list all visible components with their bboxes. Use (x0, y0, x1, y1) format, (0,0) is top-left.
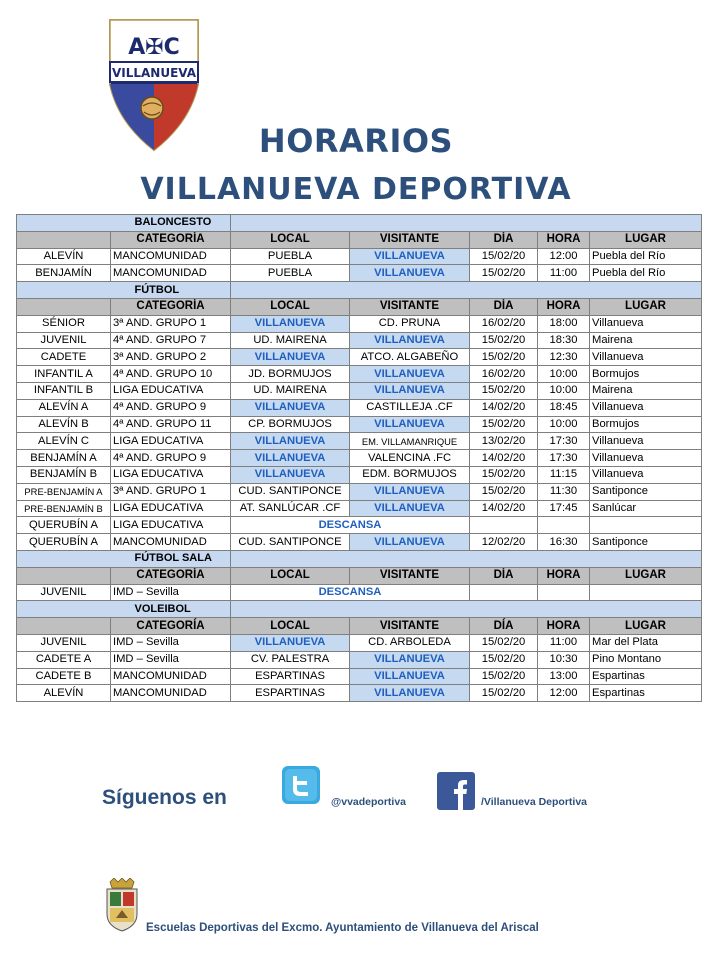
day-cell: 15/02/20 (470, 416, 538, 433)
local-cell: CUD. SANTIPONCE (231, 534, 350, 551)
place-cell: Mairena (590, 332, 702, 349)
visitor-cell: VILLANUEVA (350, 651, 470, 668)
team-cell: BENJAMÍN B (17, 466, 111, 483)
visitor-cell: CD. PRUNA (350, 315, 470, 332)
category-cell: MANCOMUNIDAD (111, 265, 231, 282)
visitor-cell: VILLANUEVA (350, 416, 470, 433)
header-spacer (17, 231, 111, 248)
header-spacer (17, 567, 111, 584)
column-header: VISITANTE (350, 618, 470, 635)
day-cell: 15/02/20 (470, 349, 538, 366)
team-cell: ALEVÍN A (17, 399, 111, 416)
visitor-cell: VILLANUEVA (350, 248, 470, 265)
day-cell: 15/02/20 (470, 668, 538, 685)
category-cell: 4ª AND. GRUPO 11 (111, 416, 231, 433)
category-cell: LIGA EDUCATIVA (111, 382, 231, 399)
place-cell (590, 584, 702, 601)
section-spacer (17, 550, 111, 567)
table-row (17, 466, 702, 483)
visitor-cell: VILLANUEVA (350, 382, 470, 399)
time-cell: 16:30 (538, 534, 590, 551)
table-row (17, 450, 702, 467)
table-row (17, 248, 702, 265)
twitter-icon[interactable] (282, 766, 320, 804)
facebook-page[interactable]: /Villanueva Deportiva (481, 796, 588, 808)
section-fill (231, 282, 702, 299)
time-cell: 11:00 (538, 634, 590, 651)
team-cell: CADETE A (17, 651, 111, 668)
category-cell: MANCOMUNIDAD (111, 534, 231, 551)
local-cell: JD. BORMUJOS (231, 366, 350, 383)
day-cell: 15/02/20 (470, 483, 538, 500)
local-cell: ESPARTINAS (231, 668, 350, 685)
time-cell: 13:00 (538, 668, 590, 685)
time-cell: 18:30 (538, 332, 590, 349)
column-header: DÍA (470, 567, 538, 584)
local-cell: UD. MAIRENA (231, 332, 350, 349)
column-header: LUGAR (590, 298, 702, 315)
day-cell: 15/02/20 (470, 685, 538, 702)
visitor-cell: VILLANUEVA (350, 534, 470, 551)
ball-icon (141, 97, 163, 119)
day-cell: 15/02/20 (470, 466, 538, 483)
visitor-cell: VILLANUEVA (350, 500, 470, 517)
local-cell: VILLANUEVA (231, 433, 350, 450)
column-header: CATEGORÍA (111, 567, 231, 584)
category-cell: LIGA EDUCATIVA (111, 517, 231, 534)
section-spacer (17, 282, 111, 299)
section-header-row (17, 215, 702, 232)
column-header: HORA (538, 298, 590, 315)
local-cell: VILLANUEVA (231, 399, 350, 416)
team-cell: BENJAMÍN (17, 265, 111, 282)
table-row (17, 265, 702, 282)
time-cell: 11:30 (538, 483, 590, 500)
page-title: HORARIOS (258, 122, 454, 160)
place-cell: Villanueva (590, 349, 702, 366)
day-cell: 15/02/20 (470, 634, 538, 651)
day-cell: 14/02/20 (470, 500, 538, 517)
day-cell: 12/02/20 (470, 534, 538, 551)
column-header: CATEGORÍA (111, 231, 231, 248)
time-cell: 17:30 (538, 450, 590, 467)
time-cell (538, 584, 590, 601)
team-cell: INFANTIL A (17, 366, 111, 383)
day-cell: 13/02/20 (470, 433, 538, 450)
category-cell: 4ª AND. GRUPO 10 (111, 366, 231, 383)
column-header: LUGAR (590, 567, 702, 584)
section-title: FÚTBOL (111, 282, 231, 299)
category-cell: 4ª AND. GRUPO 9 (111, 399, 231, 416)
visitor-cell: VILLANUEVA (350, 685, 470, 702)
day-cell: 14/02/20 (470, 450, 538, 467)
day-cell: 16/02/20 (470, 315, 538, 332)
column-header: VISITANTE (350, 567, 470, 584)
visitor-cell: VALENCINA .FC (350, 450, 470, 467)
local-cell: AT. SANLÚCAR .CF (231, 500, 350, 517)
section-fill (231, 601, 702, 618)
team-cell: ALEVÍN (17, 685, 111, 702)
day-cell (470, 517, 538, 534)
place-cell: Bormujos (590, 416, 702, 433)
place-cell: Villanueva (590, 466, 702, 483)
day-cell: 15/02/20 (470, 382, 538, 399)
column-header: LOCAL (231, 618, 350, 635)
municipal-crest-icon (104, 878, 140, 932)
column-header: HORA (538, 618, 590, 635)
place-cell: Villanueva (590, 450, 702, 467)
team-cell: JUVENIL (17, 584, 111, 601)
team-cell: ALEVÍN (17, 248, 111, 265)
team-cell: JUVENIL (17, 634, 111, 651)
column-header: LOCAL (231, 298, 350, 315)
visitor-cell: VILLANUEVA (350, 483, 470, 500)
local-cell: CUD. SANTIPONCE (231, 483, 350, 500)
local-cell: VILLANUEVA (231, 466, 350, 483)
team-cell: QUERUBÍN A (17, 517, 111, 534)
section-fill (231, 215, 702, 232)
place-cell: Villanueva (590, 315, 702, 332)
column-header-row (17, 298, 702, 315)
local-cell: PUEBLA (231, 248, 350, 265)
time-cell: 10:00 (538, 416, 590, 433)
category-cell: 3ª AND. GRUPO 1 (111, 315, 231, 332)
visitor-cell: EDM. BORMUJOS (350, 466, 470, 483)
page-subtitle: VILLANUEVA DEPORTIVA (140, 172, 572, 207)
table-row (17, 534, 702, 551)
local-cell: VILLANUEVA (231, 450, 350, 467)
column-header: HORA (538, 231, 590, 248)
table-row (17, 416, 702, 433)
table-row (17, 382, 702, 399)
category-cell: 3ª AND. GRUPO 2 (111, 349, 231, 366)
column-header: LOCAL (231, 231, 350, 248)
place-cell: Mairena (590, 382, 702, 399)
team-cell: INFANTIL B (17, 382, 111, 399)
column-header: VISITANTE (350, 298, 470, 315)
category-cell: 4ª AND. GRUPO 9 (111, 450, 231, 467)
column-header: HORA (538, 567, 590, 584)
visitor-cell: CD. ARBOLEDA (350, 634, 470, 651)
place-cell: Espartinas (590, 668, 702, 685)
time-cell: 11:00 (538, 265, 590, 282)
logo-top-text: A✠C (128, 35, 180, 60)
section-spacer (17, 215, 111, 232)
day-cell (470, 584, 538, 601)
visitor-cell: ATCO. ALGABEÑO (350, 349, 470, 366)
visitor-cell: VILLANUEVA (350, 332, 470, 349)
visitor-cell: CASTILLEJA .CF (350, 399, 470, 416)
column-header-row (17, 567, 702, 584)
column-header: VISITANTE (350, 231, 470, 248)
table-row (17, 332, 702, 349)
category-cell: LIGA EDUCATIVA (111, 500, 231, 517)
table-row (17, 517, 702, 534)
team-cell: ALEVÍN C (17, 433, 111, 450)
section-header-row (17, 282, 702, 299)
team-cell: BENJAMÍN A (17, 450, 111, 467)
logo-club-text: VILLANUEVA (111, 66, 197, 80)
local-cell: PUEBLA (231, 265, 350, 282)
category-cell: LIGA EDUCATIVA (111, 433, 231, 450)
rest-cell: DESCANSA (231, 584, 470, 601)
time-cell: 10:00 (538, 366, 590, 383)
category-cell: 4ª AND. GRUPO 7 (111, 332, 231, 349)
category-cell: MANCOMUNIDAD (111, 668, 231, 685)
day-cell: 14/02/20 (470, 399, 538, 416)
table-row (17, 433, 702, 450)
rest-cell: DESCANSA (231, 517, 470, 534)
category-cell: LIGA EDUCATIVA (111, 466, 231, 483)
section-title: BALONCESTO (111, 215, 231, 232)
place-cell: Espartinas (590, 685, 702, 702)
team-cell: QUERUBÍN A (17, 534, 111, 551)
column-header: CATEGORÍA (111, 618, 231, 635)
team-cell: PRE-BENJAMÍN B (17, 500, 111, 517)
facebook-icon[interactable] (437, 772, 475, 810)
local-cell: VILLANUEVA (231, 315, 350, 332)
category-cell: MANCOMUNIDAD (111, 685, 231, 702)
day-cell: 15/02/20 (470, 332, 538, 349)
time-cell: 12:30 (538, 349, 590, 366)
category-cell: IMD – Sevilla (111, 651, 231, 668)
time-cell: 11:15 (538, 466, 590, 483)
team-cell: CADETE B (17, 668, 111, 685)
schedule-table (16, 214, 702, 702)
section-fill (231, 550, 702, 567)
team-cell: CADETE (17, 349, 111, 366)
follow-label: Síguenos en (102, 786, 227, 809)
team-cell: ALEVÍN B (17, 416, 111, 433)
header-spacer (17, 298, 111, 315)
place-cell (590, 517, 702, 534)
column-header: LUGAR (590, 618, 702, 635)
place-cell: Sanlúcar (590, 500, 702, 517)
table-row (17, 651, 702, 668)
day-cell: 16/02/20 (470, 366, 538, 383)
table-row (17, 315, 702, 332)
team-cell: JUVENIL (17, 332, 111, 349)
day-cell: 15/02/20 (470, 248, 538, 265)
table-row (17, 399, 702, 416)
place-cell: Puebla del Río (590, 265, 702, 282)
team-cell: PRE-BENJAMÍN A (17, 483, 111, 500)
place-cell: Mar del Plata (590, 634, 702, 651)
category-cell: IMD – Sevilla (111, 634, 231, 651)
table-row (17, 500, 702, 517)
time-cell (538, 517, 590, 534)
twitter-handle[interactable]: @vvadeportiva (331, 796, 407, 808)
time-cell: 10:30 (538, 651, 590, 668)
section-title: VOLEIBOL (111, 601, 231, 618)
place-cell: Bormujos (590, 366, 702, 383)
column-header: DÍA (470, 298, 538, 315)
place-cell: Puebla del Río (590, 248, 702, 265)
day-cell: 15/02/20 (470, 265, 538, 282)
place-cell: Villanueva (590, 399, 702, 416)
column-header-row (17, 231, 702, 248)
column-header: DÍA (470, 618, 538, 635)
table-row (17, 366, 702, 383)
place-cell: Santiponce (590, 534, 702, 551)
table-row (17, 685, 702, 702)
place-cell: Pino Montano (590, 651, 702, 668)
visitor-cell: VILLANUEVA (350, 366, 470, 383)
category-cell: MANCOMUNIDAD (111, 248, 231, 265)
table-row (17, 668, 702, 685)
visitor-cell: VILLANUEVA (350, 265, 470, 282)
column-header: CATEGORÍA (111, 298, 231, 315)
time-cell: 12:00 (538, 248, 590, 265)
table-row (17, 584, 702, 601)
table-row (17, 483, 702, 500)
local-cell: ESPARTINAS (231, 685, 350, 702)
local-cell: VILLANUEVA (231, 349, 350, 366)
column-header: LOCAL (231, 567, 350, 584)
time-cell: 18:00 (538, 315, 590, 332)
time-cell: 18:45 (538, 399, 590, 416)
column-header: DÍA (470, 231, 538, 248)
local-cell: VILLANUEVA (231, 634, 350, 651)
local-cell: CP. BORMUJOS (231, 416, 350, 433)
time-cell: 10:00 (538, 382, 590, 399)
time-cell: 12:00 (538, 685, 590, 702)
visitor-cell: EM. VILLAMANRIQUE (350, 433, 470, 450)
place-cell: Villanueva (590, 433, 702, 450)
table-row (17, 634, 702, 651)
section-title: FÚTBOL SALA (111, 550, 231, 567)
column-header: LUGAR (590, 231, 702, 248)
local-cell: UD. MAIRENA (231, 382, 350, 399)
section-header-row (17, 601, 702, 618)
section-spacer (17, 601, 111, 618)
category-cell: IMD – Sevilla (111, 584, 231, 601)
footer-text: Escuelas Deportivas del Excmo. Ayuntamiento de Villanueva del Ariscal (146, 922, 539, 934)
table-row (17, 349, 702, 366)
time-cell: 17:30 (538, 433, 590, 450)
time-cell: 17:45 (538, 500, 590, 517)
day-cell: 15/02/20 (470, 651, 538, 668)
column-header-row (17, 618, 702, 635)
local-cell: CV. PALESTRA (231, 651, 350, 668)
visitor-cell: VILLANUEVA (350, 668, 470, 685)
place-cell: Santiponce (590, 483, 702, 500)
category-cell: 3ª AND. GRUPO 1 (111, 483, 231, 500)
section-header-row (17, 550, 702, 567)
team-cell: SÉNIOR (17, 315, 111, 332)
header-spacer (17, 618, 111, 635)
